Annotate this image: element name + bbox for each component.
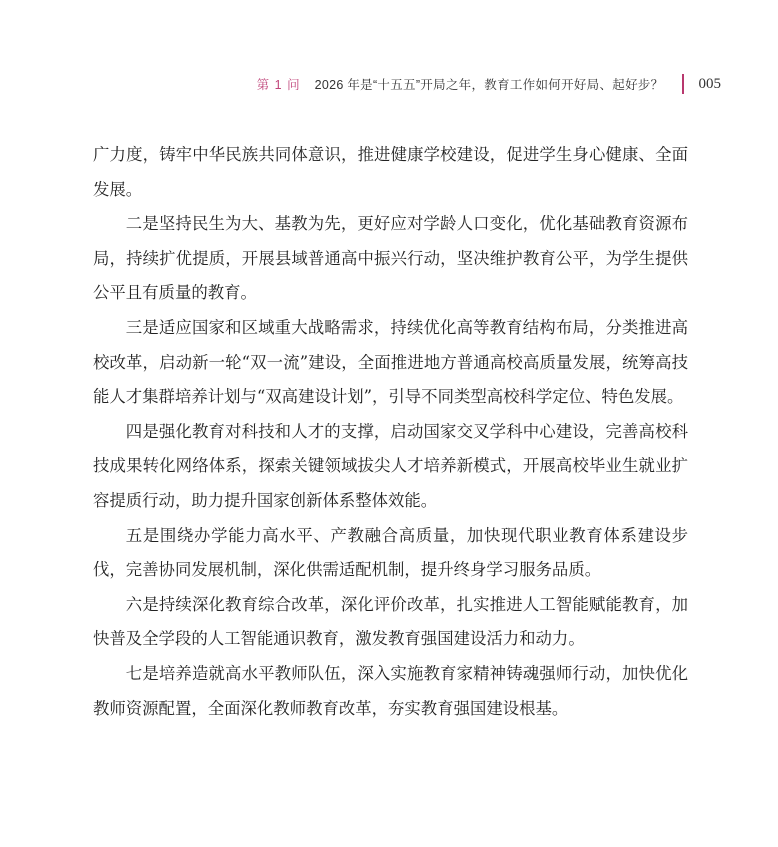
paragraph-5: 五是围绕办学能力高水平、产教融合高质量，加快现代职业教育体系建设步伐，完善协同发展机制，深化供需适配机制，提升终身学习服务品质。	[93, 525, 688, 580]
paragraph-6: 六是持续深化教育综合改革，深化评价改革，扎实推进人工智能赋能教育，加快普及全学段的人工智能通识教育，激发教育强国建设活力和动力。	[93, 594, 688, 649]
paragraph-4: 四是强化教育对科技和人才的支撑，启动国家交叉学科中心建设，完善高校科技成果转化网络体系，探索关键领域拔尖人才培养新模式，开展高校毕业生就业扩容提质行动，助力提升国家创新体系整体效能。	[93, 421, 688, 510]
paragraph-2: 二是坚持民生为大、基教为先，更好应对学龄人口变化，优化基础教育资源布局，持续扩优提质，开展县域普通高中振兴行动，坚决维护教育公平，为学生提供公平且有质量的教育。	[93, 214, 688, 303]
paragraph-7: 七是培养造就高水平教师队伍，深入实施教育家精神铸魂强师行动，加快优化教师资源配置，全面深化教师教育改革，夯实教育强国建设根基。	[93, 663, 688, 718]
body-text	[93, 138, 688, 726]
paragraph-continued: 广力度，铸牢中华民族共同体意识，推进健康学校建设，促进学生身心健康、全面发展。	[93, 145, 688, 199]
question-label: 第 1 问	[256, 78, 301, 92]
question-title: 2026 年是“十五五”开局之年，教育工作如何开好局、起好步？	[314, 78, 664, 92]
paragraph-3: 三是适应国家和区域重大战略需求，持续优化高等教育结构布局，分类推进高校改革，启动新一轮“双一流”建设，全面推进地方普通高校高质量发展，统筹高技能人才集群培养计划与“双高建设计划”，引导不同类型高校科学定位、特色发展。	[93, 317, 688, 407]
running-header	[0, 72, 721, 96]
header-divider	[682, 74, 684, 94]
page-number: 005	[698, 75, 721, 92]
